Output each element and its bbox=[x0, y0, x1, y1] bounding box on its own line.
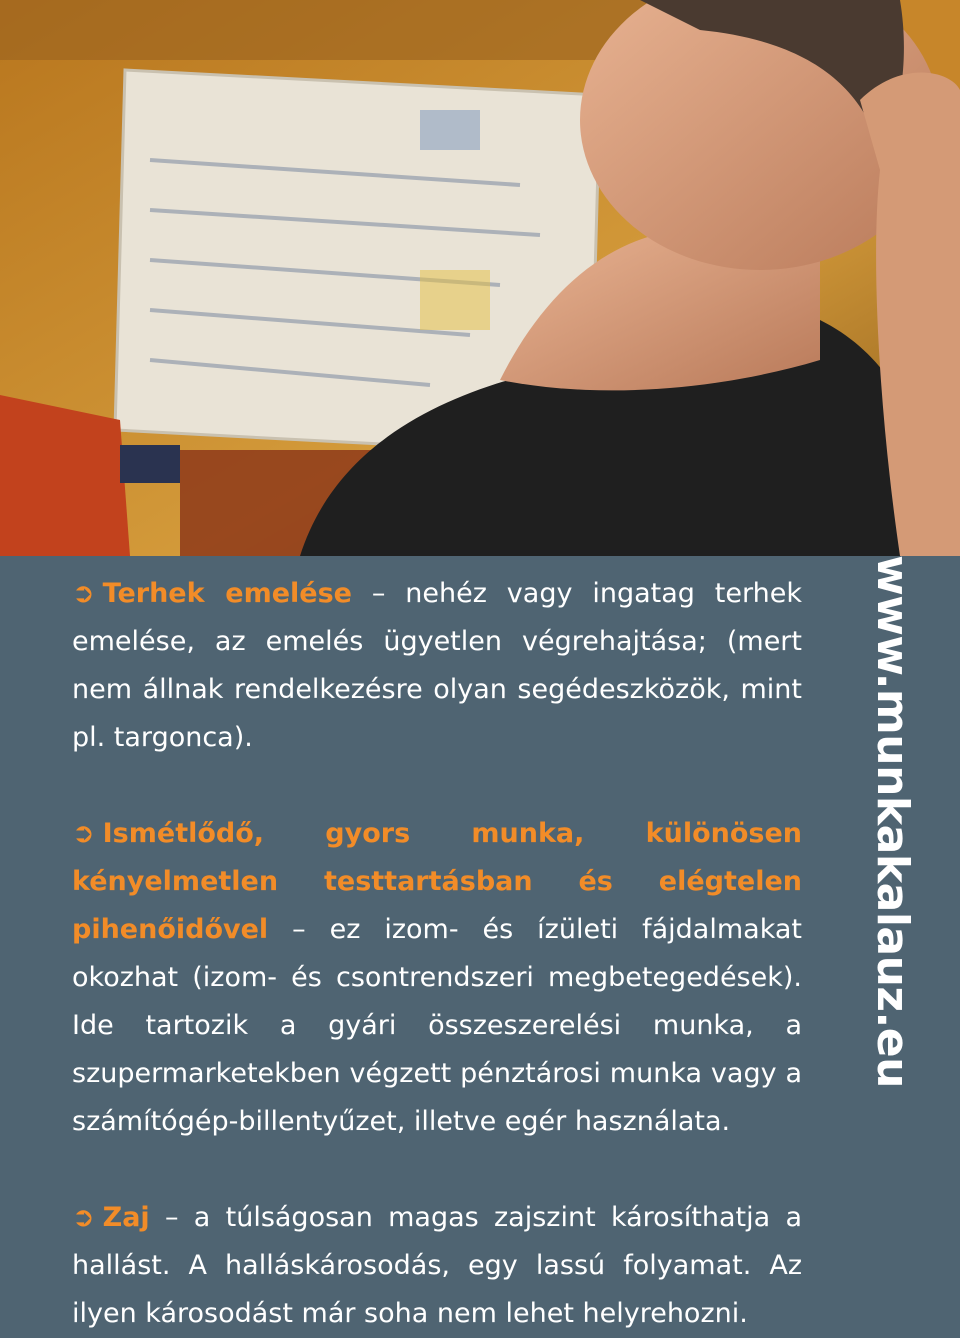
text-content bbox=[72, 570, 802, 1338]
section-noise bbox=[72, 1194, 802, 1338]
section-highlight: Ismétlődő, gyors munka, különösen kényelmetlen testtartásban és elégtelen pihenőidővel bbox=[72, 818, 802, 945]
side-url-container bbox=[866, 554, 918, 1088]
arrow-right-icon: ➲ bbox=[72, 578, 95, 609]
website-url[interactable]: www.munkakalauz.eu bbox=[866, 554, 918, 1088]
section-text: – a túlságosan magas zajszint károsíthatja a hallást. A halláskárosodás, egy lassú folyamat. Az ilyen károsodást már soha nem lehet helyrehozni. bbox=[72, 1202, 802, 1329]
section-text: – nehéz vagy ingatag terhek emelése, az emelés ügyetlen végrehajtása; (mert nem állnak rendelkezésre olyan segédeszközök, mint pl. targonca). bbox=[72, 578, 802, 753]
photo-man-looking-up bbox=[0, 0, 960, 556]
section-highlight: Terhek emelése bbox=[102, 578, 352, 609]
section-lifting bbox=[72, 570, 802, 762]
section-highlight: Zaj bbox=[102, 1202, 150, 1233]
arrow-right-icon: ➲ bbox=[72, 818, 95, 849]
header-photo bbox=[0, 0, 960, 556]
arrow-right-icon: ➲ bbox=[72, 1202, 95, 1233]
section-repetitive-work bbox=[72, 810, 802, 1146]
section-text: – ez izom- és ízületi fájdalmakat okozhat (izom- és csontrendszeri megbetegedések). Ide tartozik a gyári összeszerelési munka, a szupermarketekben végzett pénztárosi munka vagy a számítógép-billentyűzet, illetve egér használata. bbox=[72, 914, 802, 1137]
